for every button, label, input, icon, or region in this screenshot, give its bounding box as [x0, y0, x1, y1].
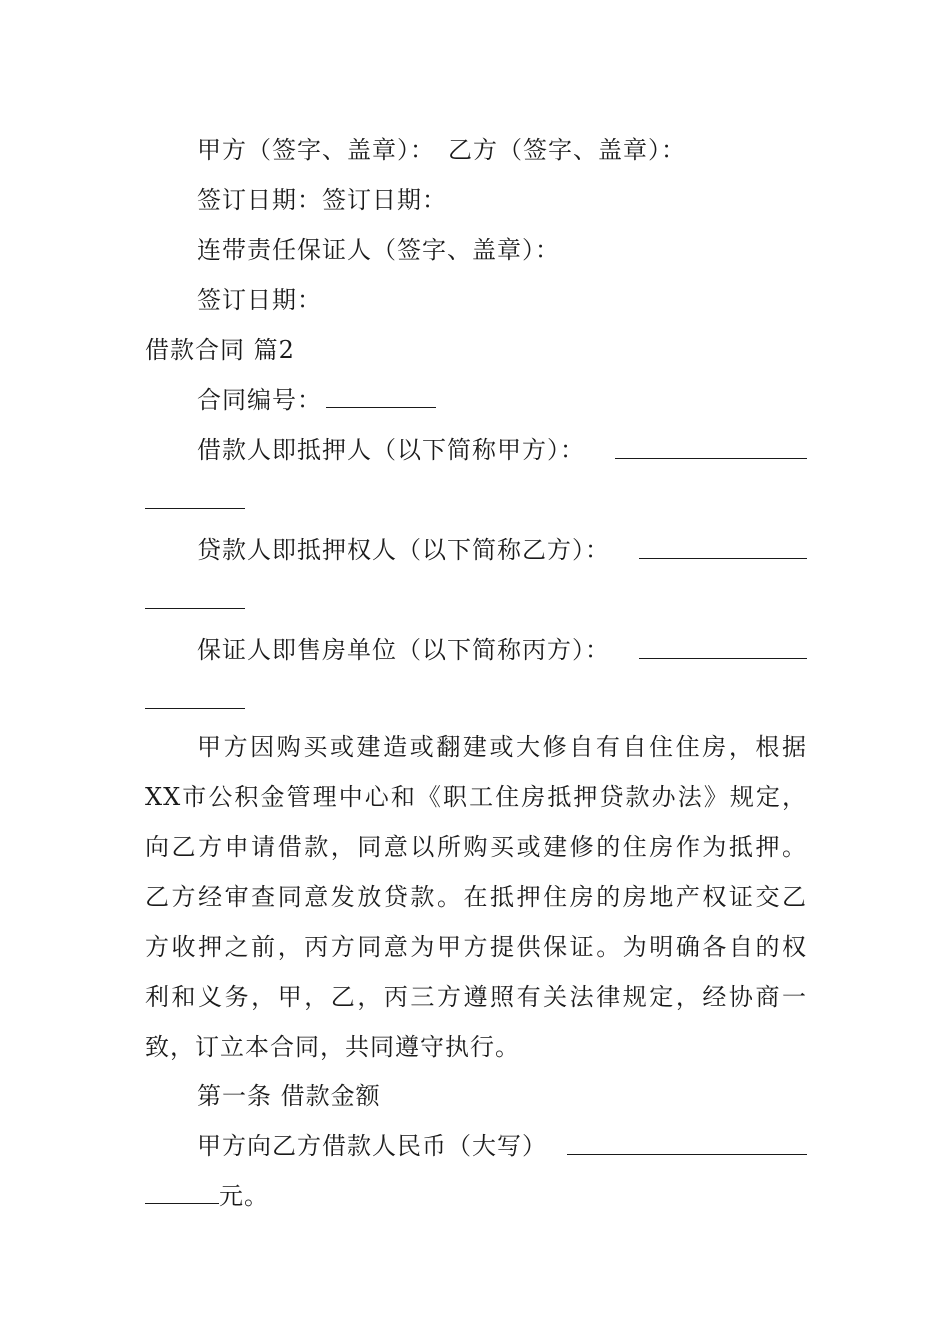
preamble-text: 甲方因购买或建造或翻建或大修自有自住住房，根据 [197, 733, 807, 761]
borrower-label: 借款人即抵押人（以下简称甲方）： [197, 436, 585, 464]
amount-blank-continuation [145, 1185, 219, 1204]
borrower-line [145, 425, 807, 475]
preamble-text: 利和义务，甲，乙，丙三方遵照有关法律规定，经协商一 [145, 983, 807, 1011]
section-title-text: 借款合同 篇2 [145, 336, 295, 364]
preamble-line [145, 922, 807, 972]
preamble-text: 方收押之前，丙方同意为甲方提供保证。为明确各自的权 [145, 933, 807, 961]
article1-amount-line [145, 1121, 807, 1171]
preamble-line [145, 1022, 807, 1072]
preamble-line [145, 722, 807, 772]
guarantor-date-line [145, 275, 807, 325]
lender-blank-cont [145, 575, 807, 625]
preamble-text: XX市公积金管理中心和《职工住房抵押贷款办法》规定， [145, 783, 807, 811]
signature-party-line [145, 125, 807, 175]
preamble-text: 向乙方申请借款，同意以所购买或建修的住房作为抵押。 [145, 833, 807, 861]
article1-unit-text: 元。 [219, 1182, 269, 1210]
article1-amount-text: 甲方向乙方借款人民币（大写） [197, 1132, 547, 1160]
article1-title-text: 第一条 借款金额 [197, 1082, 381, 1110]
contract-number-blank [326, 389, 436, 408]
lender-blank [639, 540, 807, 559]
lender-label: 贷款人即抵押权人（以下简称乙方）： [197, 536, 610, 564]
signing-date-text: 签订日期：签订日期： [197, 186, 447, 214]
contract-number-line [145, 375, 807, 425]
contract-number-label: 合同编号： [197, 386, 322, 414]
signature-party-text: 甲方（签字、盖章）： 乙方（签字、盖章）： [197, 136, 686, 164]
article1-title [145, 1071, 807, 1121]
guarantor-signature-text: 连带责任保证人（签字、盖章）： [197, 236, 560, 264]
preamble-line [145, 872, 807, 922]
signing-date-line [145, 175, 807, 225]
guarantor-line [145, 625, 807, 675]
lender-blank-continuation [145, 590, 245, 609]
guarantor-label: 保证人即售房单位（以下简称丙方）： [197, 636, 610, 664]
borrower-blank-continuation [145, 490, 245, 509]
preamble-line [145, 822, 807, 872]
guarantor-blank-continuation [145, 690, 245, 709]
preamble-line [145, 972, 807, 1022]
borrower-blank-cont [145, 475, 807, 525]
preamble-text: 致，订立本合同，共同遵守执行。 [145, 1033, 520, 1061]
guarantor-blank-cont [145, 675, 807, 725]
guarantor-blank [639, 640, 807, 659]
guarantor-date-text: 签订日期： [197, 286, 322, 314]
preamble-text: 乙方经审查同意发放贷款。在抵押住房的房地产权证交乙 [145, 883, 807, 911]
amount-blank [567, 1136, 807, 1155]
article1-unit-line [145, 1171, 807, 1221]
guarantor-signature-line [145, 225, 807, 275]
lender-line [145, 525, 807, 575]
borrower-blank [615, 440, 807, 459]
section-title [145, 325, 807, 375]
preamble-line [145, 772, 807, 822]
